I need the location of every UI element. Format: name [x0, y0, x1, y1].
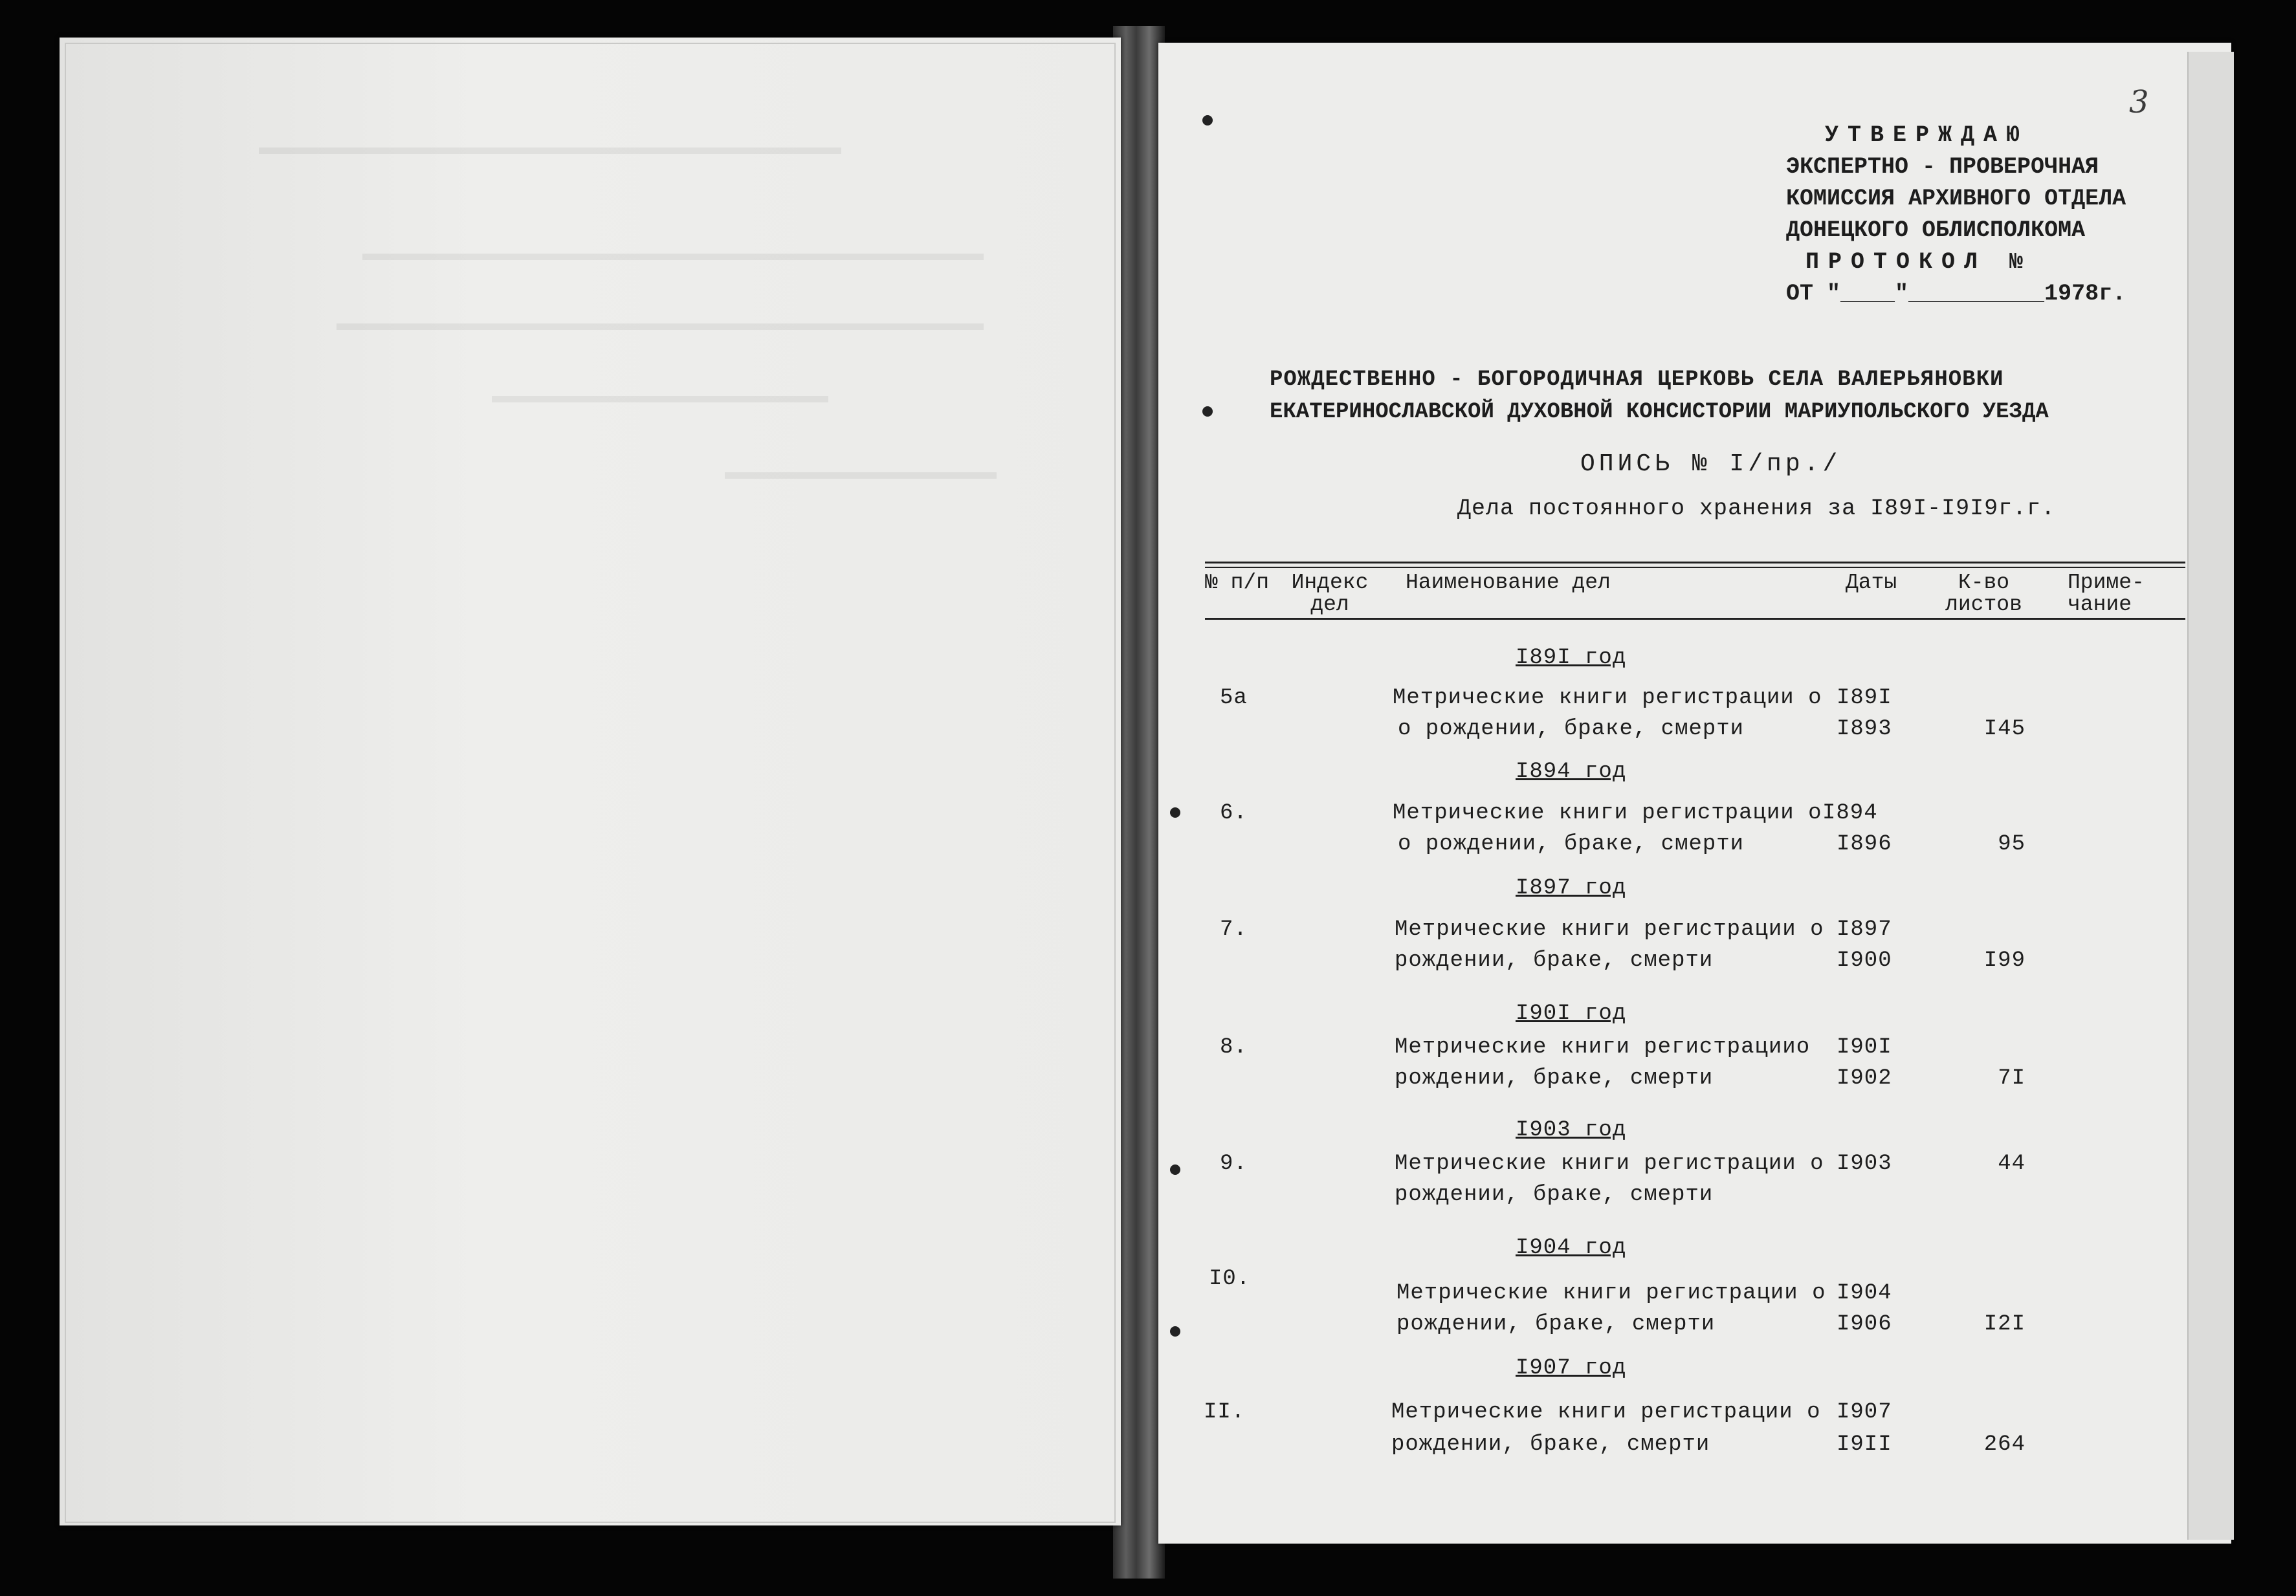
bleed-through-mark [492, 396, 828, 402]
date-start: I894 [1822, 801, 1878, 825]
approval-line-4: ДОНЕЦКОГО ОБЛИСПОЛКОМА [1786, 217, 2086, 243]
case-number: I0. [1209, 1267, 1251, 1291]
date-end: I902 [1837, 1066, 1892, 1091]
approval-line-2: ЭКСПЕРТНО - ПРОВЕРОЧНАЯ [1786, 154, 2099, 180]
case-title-line-2: о рождении, браке, смерти [1398, 717, 1745, 741]
binding-hole [1202, 115, 1213, 126]
year-heading: I904 год [1516, 1236, 1627, 1260]
date-start: I90I [1837, 1035, 1892, 1060]
heading-line-2: ЕКАТЕРИНОСЛАВСКОЙ ДУХОВНОЙ КОНСИСТОРИИ МАРИУПОЛЬСКОГО УЕЗДА [1270, 400, 2049, 424]
header-index: Индекс дел [1291, 571, 1369, 617]
approval-line-6: ОТ "____"__________1978г. [1786, 281, 2126, 307]
approval-line-1: УТВЕРЖДАЮ [1825, 122, 2029, 148]
case-title-line-2: рождении, браке, смерти [1395, 948, 1714, 973]
date-end: I900 [1837, 948, 1892, 973]
bleed-through-mark [259, 148, 841, 154]
date-start: I904 [1837, 1281, 1892, 1306]
case-number: 8. [1220, 1035, 1248, 1060]
bleed-through-mark [337, 323, 984, 330]
case-number: 9. [1220, 1152, 1248, 1176]
header-name: Наименование дел [1406, 571, 1611, 595]
binding-hole [1170, 1164, 1180, 1175]
header-sheets: К-во листов [1945, 571, 2022, 617]
header-note: Приме- чание [2068, 571, 2145, 617]
date-start: I89I [1837, 686, 1892, 710]
case-title-line-2: рождении, браке, смерти [1395, 1183, 1714, 1207]
date-end: I9II [1837, 1432, 1892, 1457]
binding-hole [1170, 1326, 1180, 1337]
sheet-count: 95 [1998, 832, 2026, 857]
year-heading: I894 год [1516, 760, 1627, 784]
case-title-line-1: Метрические книги регистрации о [1393, 801, 1822, 825]
case-number: 7. [1220, 917, 1248, 942]
table-top-rule-2 [1205, 567, 2185, 568]
case-title-line-2: рождении, браке, смерти [1391, 1432, 1710, 1457]
year-heading: I897 год [1516, 876, 1627, 901]
case-number: 6. [1220, 801, 1248, 825]
year-heading: I90I год [1516, 1001, 1627, 1026]
approval-stamp [1786, 120, 2207, 310]
sheet-count: I99 [1983, 948, 2026, 973]
case-title-line-2: рождении, браке, смерти [1395, 1066, 1714, 1091]
header-dates: Даты [1846, 571, 1897, 595]
case-title-line-2: о рождении, браке, смерти [1398, 832, 1745, 857]
sheet-count: 7I [1998, 1066, 2026, 1091]
year-heading: I907 год [1516, 1356, 1627, 1381]
case-title-line-2: рождении, браке, смерти [1396, 1312, 1716, 1337]
case-number: 5а [1220, 686, 1248, 710]
case-title-line-1: Метрические книги регистрации о [1396, 1281, 1826, 1306]
table-header-bottom-rule [1205, 618, 2185, 620]
sheet-count: 264 [1983, 1432, 2026, 1457]
sheet-count: I45 [1983, 717, 2026, 741]
table-top-rule [1205, 562, 2185, 563]
approval-line-5: ПРОТОКОЛ № [1805, 249, 2033, 275]
year-heading: I89I год [1516, 646, 1627, 670]
date-end: I906 [1837, 1312, 1892, 1337]
header-number: № п/п [1205, 571, 1270, 595]
date-start: I907 [1837, 1400, 1892, 1425]
binding-hole [1170, 807, 1180, 818]
book-spine [1113, 26, 1165, 1579]
opis-subtitle: Дела постоянного хранения за I89I-I9I9г.г. [1457, 496, 2056, 521]
case-title-line-1: Метрические книги регистрации о [1395, 1152, 1824, 1176]
date-start: I903 [1837, 1152, 1892, 1176]
binding-hole [1202, 406, 1213, 417]
case-title-line-1: Метрические книги регистрации о [1393, 686, 1822, 710]
left-page-border [65, 43, 1116, 1523]
case-title-line-1: Метрические книги регистрациио [1395, 1035, 1811, 1060]
sheet-count: I2I [1983, 1312, 2026, 1337]
case-title-line-1: Метрические книги регистрации о [1395, 917, 1824, 942]
page-number: 3 [2129, 84, 2150, 120]
case-number: II. [1204, 1400, 1246, 1425]
bleed-through-mark [362, 254, 984, 260]
bleed-through-mark [725, 472, 997, 479]
sheet-count: 44 [1998, 1152, 2026, 1176]
date-end: I893 [1837, 717, 1892, 741]
year-heading: I903 год [1516, 1118, 1627, 1142]
opis-title: ОПИСЬ № I/пр./ [1580, 450, 1842, 478]
date-end: I896 [1837, 832, 1892, 857]
approval-line-3: КОМИССИЯ АРХИВНОГО ОТДЕЛА [1786, 186, 2126, 212]
date-start: I897 [1837, 917, 1892, 942]
case-title-line-1: Метрические книги регистрации о [1391, 1400, 1821, 1425]
heading-line-1: РОЖДЕСТВЕННО - БОГОРОДИЧНАЯ ЦЕРКОВЬ СЕЛА ВАЛЕРЬЯНОВКИ [1270, 367, 2004, 392]
